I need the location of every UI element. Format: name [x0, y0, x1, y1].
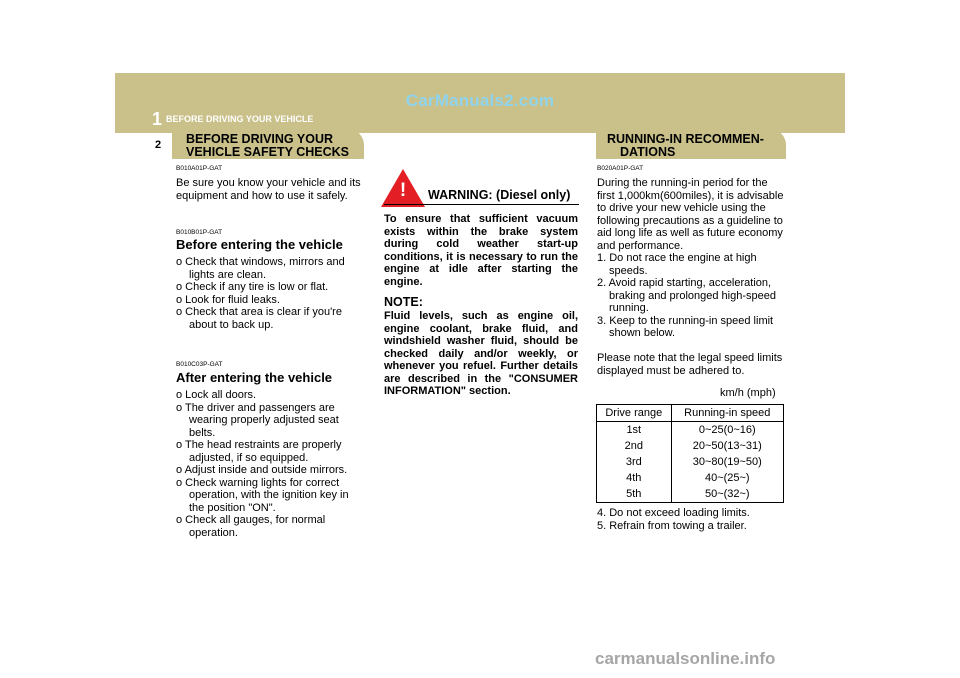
table-cell: 0~25(0~16) [671, 422, 783, 439]
table-header-cell: Drive range [597, 405, 672, 422]
list-item: o Lock all doors. [176, 389, 257, 401]
warning-title: WARNING: (Diesel only) [428, 188, 571, 202]
chapter-title: BEFORE DRIVING YOUR VEHICLE [166, 114, 314, 124]
section-code: B010A01P-GAT [176, 165, 223, 172]
list-item: 5. Refrain from towing a trailer. [597, 519, 747, 532]
heading-after-entering: After entering the vehicle [176, 370, 333, 385]
table-cell: 5th [626, 488, 642, 500]
warning-text: To ensure that sufficient vacuum exists within the brake system during cold weather start-up conditions, it is necessary to run the engine at idle after starting the engine. [384, 213, 578, 288]
list-item: o The driver and passengers are wearing properly adjusted seat belts. [176, 401, 339, 439]
table-cell: 30~80(19~50) [671, 454, 783, 470]
note-text: Fluid levels, such as engine oil, engine coolant, brake fluid, and windshield washer fluid, should be checked daily and/or weekly, or whenever you refuel. Further details are described in the "CONSUMER INFORMATION" section. [384, 310, 578, 397]
list-item: 1. Do not race the engine at high speeds. [597, 252, 757, 277]
list-item: o Look for fluid leaks. [176, 293, 280, 306]
table-cell: 1st [626, 424, 642, 436]
page-number: 2 [155, 139, 162, 151]
list-item: 3. Keep to the running-in speed limit shown below. [597, 314, 774, 339]
list-item: 2. Avoid rapid starting, acceleration, braking and prolonged high-speed running. [597, 277, 776, 314]
heading-before-entering: Before entering the vehicle [176, 237, 343, 252]
watermark-bottom: carmanualsonline.info [595, 649, 776, 668]
section-title-left [186, 133, 349, 159]
warning-exclamation-icon: ! [399, 180, 407, 201]
chapter-number: 1 [152, 109, 163, 129]
table-header-row [597, 405, 784, 422]
table-row [597, 422, 784, 439]
list-item: o Check all gauges, for normal operation. [176, 514, 326, 539]
intro-text: Be sure you know your vehicle and its equipment and how to use it safely. [176, 177, 361, 202]
list-item: o Check that windows, mirrors and lights are clean. [176, 256, 345, 281]
table-row [597, 486, 784, 503]
section-code: B010C03P-GAT [176, 361, 223, 368]
table-cell: 50~(32~) [671, 486, 783, 503]
running-in-intro: During the running-in period for the first 1,000km(600miles), it is advisable to drive your new vehicle using the following precautions as a guideline to aid long life as well as future economy and performance. [597, 177, 784, 252]
table-row [597, 438, 784, 454]
table-cell: 2nd [624, 440, 643, 452]
watermark-top: CarManuals2.com [405, 91, 555, 110]
list-item: 4. Do not exceed loading limits. [597, 507, 750, 519]
list-item: o Check if any tire is low or flat. [176, 281, 329, 293]
table-row [597, 454, 784, 470]
list-item: o Adjust inside and outside mirrors. [176, 464, 348, 476]
table-cell: 4th [626, 472, 642, 484]
table-row [597, 470, 784, 486]
list-item: o Check that area is clear if you're about to back up. [176, 306, 342, 331]
section-title-right [607, 133, 764, 159]
note-title: NOTE: [384, 295, 423, 309]
running-in-speed-table [596, 404, 784, 503]
checklist-after [176, 389, 364, 539]
section-title-left-line1: BEFORE DRIVING YOUR [186, 132, 334, 146]
table-header-cell: Running-in speed [671, 405, 783, 422]
legal-note: Please note that the legal speed limits displayed must be adhered to. [597, 352, 783, 377]
table-cell: 40~(25~) [671, 470, 783, 486]
table-cell: 20~50(13~31) [671, 438, 783, 454]
section-code: B010B01P-GAT [176, 229, 223, 236]
running-in-steps [597, 252, 785, 340]
section-title-right-line1: RUNNING-IN RECOMMEN- [607, 132, 764, 146]
section-title-right-line2: DATIONS [620, 145, 676, 159]
table-cell: 3rd [625, 456, 642, 468]
running-in-steps-continued [597, 507, 785, 532]
checklist-before [176, 256, 364, 331]
list-item: o The head restraints are properly adjusted, if so equipped. [176, 439, 342, 464]
warning-divider [384, 204, 579, 205]
section-title-left-line2: VEHICLE SAFETY CHECKS [186, 145, 349, 159]
unit-label: km/h (mph) [720, 387, 776, 399]
section-code: B020A01P-GAT [597, 165, 644, 172]
list-item: o Check warning lights for correct operation, with the ignition key in the position "ON". [176, 476, 349, 514]
